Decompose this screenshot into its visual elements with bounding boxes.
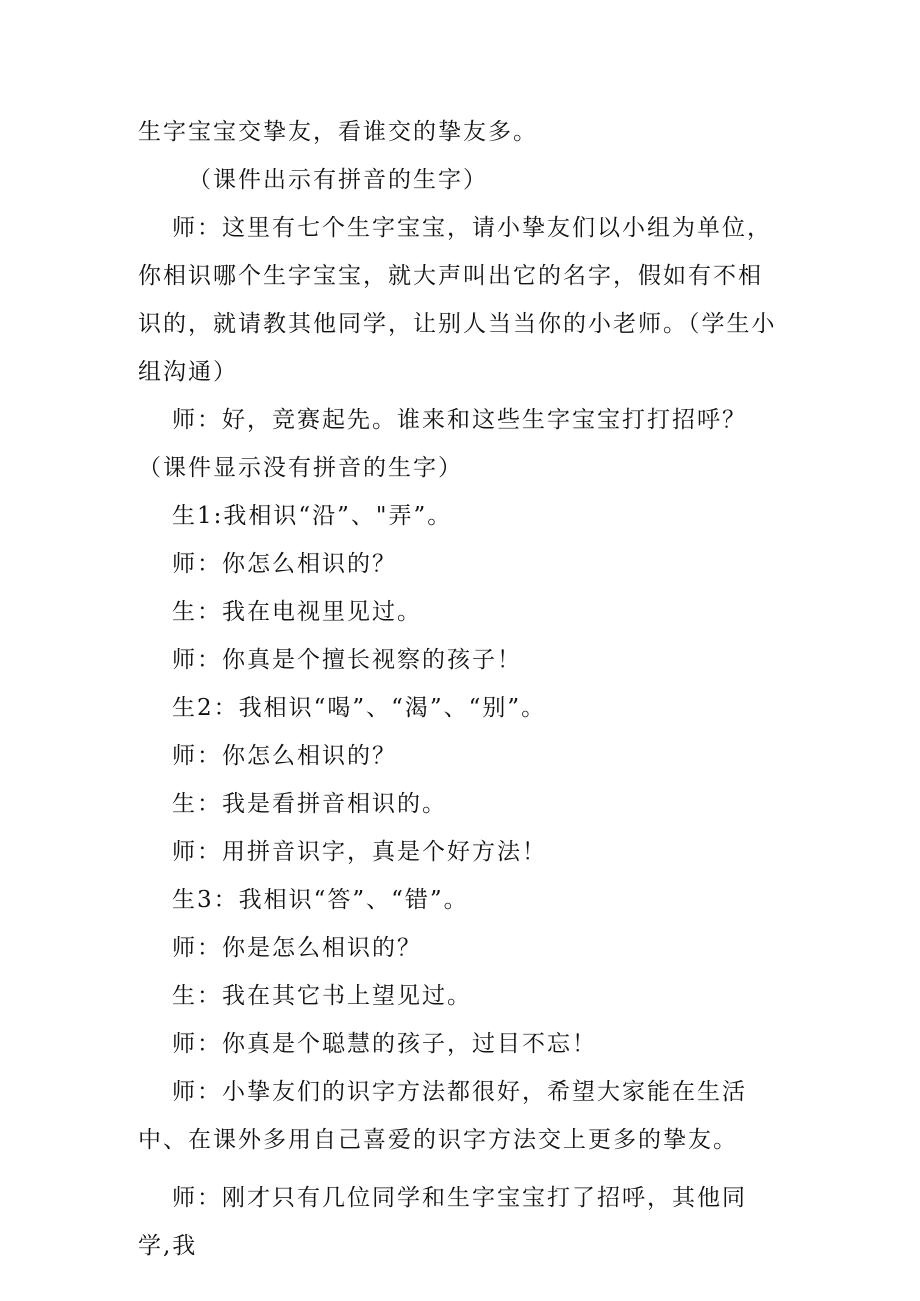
paragraph-student-2: 生2：我相识“喝”、“渴”、“别”。 (172, 695, 547, 721)
paragraph-teacher-instruction: 师：这里有七个生字宝宝，请小挚友们以小组为单位，你相识哪个生字宝宝，就大声叫出它的名字，假如有不相识的，就请教其他同学，让别人当当你的小老师。（学生小组沟通） (138, 215, 777, 385)
paragraph-teacher-praise-2: 师：用拼音识字，真是个好方法！ (172, 839, 547, 865)
paragraph-teacher-question-1: 师：你怎么相识的？ (172, 551, 397, 577)
paragraph-student-answer-2: 生：我是看拼音相识的。 (172, 791, 447, 817)
document-body (138, 108, 778, 1270)
paragraph-teacher-continue: 师：刚才只有几位同学和生字宝宝打了招呼，其他同学,我 (138, 1185, 747, 1259)
paragraph-teacher-praise-1: 师：你真是个擅长视察的孩子！ (172, 647, 522, 673)
paragraph-teacher-praise-3: 师：你真是个聪慧的孩子，过目不忘！ (172, 1031, 597, 1057)
paragraph-teacher-question-2: 师：你怎么相识的？ (172, 743, 397, 769)
paragraph-courseware-note: （课件出示有拼音的生字） (188, 167, 488, 193)
paragraph-student-1: 生1:我相识“沿”、"弄”。 (172, 503, 453, 529)
paragraph-intro: 生字宝宝交挚友，看谁交的挚友多。 (138, 119, 538, 145)
paragraph-student-3: 生3：我相识“答”、“错”。 (172, 887, 469, 913)
paragraph-teacher-question-3: 师：你是怎么相识的？ (172, 935, 422, 961)
paragraph-student-answer-3: 生：我在其它书上望见过。 (172, 983, 472, 1009)
paragraph-teacher-summary: 师：小挚友们的识字方法都很好，希望大家能在生活中、在课外多用自己喜爱的识字方法交上更多的挚友。 (138, 1079, 747, 1153)
paragraph-student-answer-1: 生：我在电视里见过。 (172, 599, 422, 625)
paragraph-teacher-start: 师：好，竞赛起先。谁来和这些生字宝宝打打招呼？（课件显示没有拼音的生字） (138, 407, 747, 481)
